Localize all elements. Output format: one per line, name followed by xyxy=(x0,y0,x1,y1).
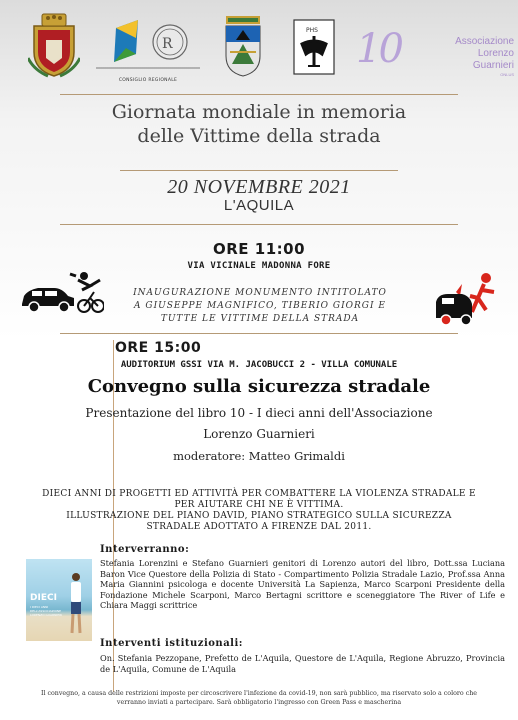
morning-description xyxy=(115,287,405,326)
afternoon-place: AUDITORIUM GSSI VIA M. JACOBUCCI 2 - VILLA COMUNALE xyxy=(120,360,398,370)
assoc-onlus-label: ONLUS xyxy=(500,72,514,77)
event-title-line1: Giornata mondiale in memoria xyxy=(111,101,407,123)
speakers-heading: Interverranno: xyxy=(100,544,190,555)
morning-place: VIA VICINALE MADONNA FORE xyxy=(187,261,331,271)
morning-desc-line1: INAUGURAZIONE MONUMENTO INTITOLATO xyxy=(133,288,387,298)
footer-line1: Il convegno, a causa delle restrizioni imposte per circoscrivere l'infezione da covid-19, non sarà pubblico, ma riservato solo a coloro che xyxy=(40,690,478,697)
event-date: 20 NOVEMBRE 2021 xyxy=(167,176,351,198)
svg-text:PHS: PHS xyxy=(306,27,318,34)
section-rule xyxy=(60,333,458,334)
summary-text xyxy=(15,489,503,533)
eagle-crest-icon xyxy=(292,18,336,80)
assoc-name xyxy=(414,36,514,72)
top-rule xyxy=(60,94,458,95)
assoc-name-line1: Associazione xyxy=(455,36,514,47)
book-cover-title: DIECI xyxy=(30,593,57,603)
event-city: L'AQUILA xyxy=(223,197,295,214)
date-rule-top xyxy=(120,170,398,171)
morning-desc-line3: TUTTE LE VITTIME DELLA STRADA xyxy=(160,314,360,324)
car-pedestrian-crash-icon xyxy=(434,270,502,330)
presentation-line1: Presentazione del libro 10 - I dieci anni dell'Associazione xyxy=(85,406,433,420)
assoc-ten-number: 10 xyxy=(356,26,401,72)
presentation-line2: Lorenzo Guarnieri xyxy=(203,427,315,441)
logos-header xyxy=(0,8,518,86)
summary-line4: STRADALE ADOTTATO A FIRENZE DAL 2011. xyxy=(146,522,372,532)
book-presentation xyxy=(20,403,498,445)
conference-title: Convegno sulla sicurezza stradale xyxy=(87,376,431,397)
date-rule-bottom xyxy=(60,224,458,225)
person-figure-icon xyxy=(64,571,88,637)
assoc-name-line3: Guarnieri xyxy=(472,60,514,71)
summary-line3: ILLUSTRAZIONE DEL PIANO DAVID, PIANO STRATEGICO SULLA SICUREZZA xyxy=(66,511,452,521)
book-cover-image xyxy=(26,559,92,641)
morning-time: ORE 11:00 xyxy=(212,240,306,258)
summary-line2: PER AIUTARE CHI NE È VITTIMA. xyxy=(174,500,344,510)
institutional-heading: Interventi istituzionali: xyxy=(100,638,243,649)
footer-note xyxy=(15,689,503,707)
event-title-line2: delle Vittime della strada xyxy=(137,125,381,147)
footer-line2: verranno inviati a partecipare. Sarà obbligatorio l'ingresso con Green Pass e mascherina xyxy=(116,699,402,706)
car-bicycle-crash-icon xyxy=(18,270,104,320)
speakers-list: Stefania Lorenzini e Stefano Guarnieri genitori di Lorenzo autori del libro, Dott.ssa Luciana Baron Vice Questore della Polizia di Stato - Compartimento Polizia Stradale Lazio, Prof.ssa Anna Maria Giannini psicologa e docente Università La Sapienza, Marco Scarponi Presidente della Fondazione Michele Scarponi, Marco Bertagni scrittore e sceneggiatore The River of Life e Chiara Maggi scrittrice xyxy=(100,558,505,611)
svg-text:R: R xyxy=(162,36,173,52)
event-title xyxy=(0,100,518,148)
police-crest-icon xyxy=(28,12,80,82)
morning-desc-line2: A GIUSEPPE MAGNIFICO, TIBERIO GIORGI E xyxy=(134,301,386,311)
aquila-crest-icon xyxy=(222,12,264,82)
book-cover-subtitle: I DIECI ANNI DELL'ASSOCIAZIONE LORENZO GUARNIERI xyxy=(30,605,63,617)
abruzzo-logo-icon xyxy=(96,18,200,74)
summary-line1: DIECI ANNI DI PROGETTI ED ATTIVITÀ PER COMBATTERE LA VIOLENZA STRADALE E xyxy=(42,489,476,499)
afternoon-time: ORE 15:00 xyxy=(115,340,202,356)
assoc-name-line2: Lorenzo xyxy=(477,48,514,59)
moderator-text: moderatore: Matteo Grimaldi xyxy=(173,449,345,463)
institutional-list: On. Stefania Pezzopane, Prefetto de L'Aquila, Questore de L'Aquila, Regione Abruzzo, Provincia de L'Aquila, Comune de L'Aquila xyxy=(100,653,505,674)
consiglio-regionale-label: CONSIGLIO REGIONALE xyxy=(118,78,178,83)
